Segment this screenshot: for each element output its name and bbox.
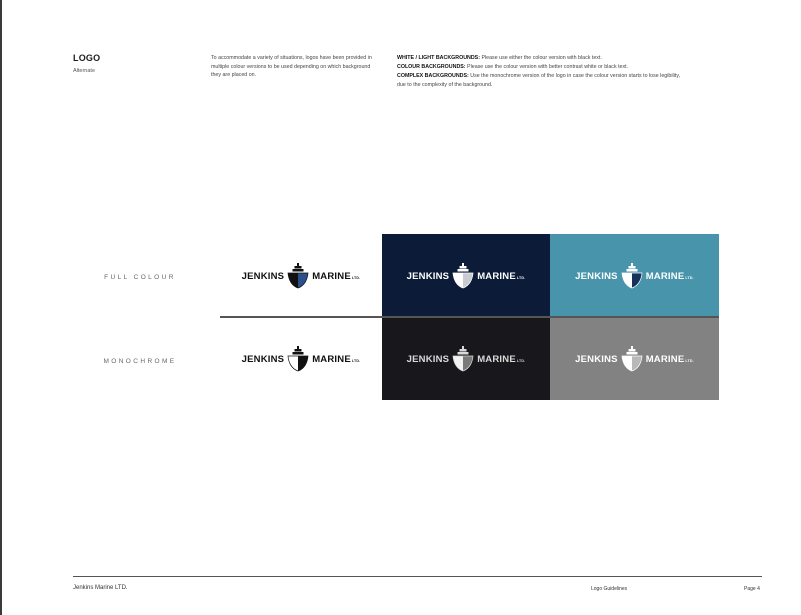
- logo-wordmark-left: JENKINS: [406, 353, 450, 365]
- monochrome-label: MONOCHROME: [103, 358, 177, 365]
- logo-wordmark-right: MARINE: [477, 270, 516, 282]
- company-logo: [242, 346, 361, 372]
- note-complex-label: COMPLEX BACKGROUNDS:: [397, 73, 469, 79]
- footer-company: Jenkins Marine LTD.: [73, 585, 128, 591]
- footer-divider: [73, 576, 762, 577]
- company-logo: [242, 263, 361, 289]
- logo-tile: [382, 234, 550, 318]
- logo-wordmark-right: MARINE: [645, 270, 685, 282]
- logo-wordmark-left: JENKINS: [575, 353, 618, 365]
- logo-suffix: LTD.: [351, 358, 361, 363]
- ship-icon: [287, 263, 309, 289]
- company-logo: [407, 263, 526, 289]
- logo-wordmark-left: JENKINS: [575, 270, 618, 282]
- page-left-border: [0, 0, 2, 615]
- intro-paragraph: To accommodate a variety of situations, logos have been provided in multiple colour versions to be used depending on which background they are placed on.: [211, 55, 372, 78]
- note-colour-label: COLOUR BACKGROUNDS:: [397, 64, 466, 70]
- logo-wordmark-left: JENKINS: [406, 270, 450, 282]
- note-light-text: Please use either the colour version with black text.: [479, 55, 602, 61]
- logo-suffix: LTD.: [516, 275, 526, 280]
- page-subtitle: Alternate: [73, 68, 96, 74]
- logo-tile: [550, 318, 719, 400]
- logo-tile: [220, 234, 382, 318]
- logo-suffix: LTD.: [351, 275, 361, 280]
- logo-wordmark-right: MARINE: [645, 353, 685, 365]
- logo-tile: [550, 234, 719, 318]
- logo-suffix: LTD.: [516, 358, 526, 363]
- ship-icon: [452, 263, 474, 289]
- note-colour: [397, 63, 687, 72]
- ship-icon: [621, 346, 643, 372]
- logo-suffix: LTD.: [685, 275, 694, 280]
- note-complex: [397, 72, 687, 90]
- company-logo: [575, 346, 694, 372]
- logo-wordmark-left: JENKINS: [241, 353, 285, 365]
- note-light: [397, 54, 687, 63]
- company-logo: [407, 346, 526, 372]
- logo-wordmark-right: MARINE: [477, 353, 516, 365]
- usage-notes: [397, 54, 687, 90]
- note-complex-text: Use the monochrome version of the logo in case the colour version starts to lose legibility, due to the complexity of the background.: [397, 73, 681, 88]
- logo-wordmark-right: MARINE: [312, 353, 351, 365]
- full-colour-label: FULL COLOUR: [104, 274, 176, 281]
- logo-wordmark-left: JENKINS: [241, 270, 285, 282]
- company-logo: [575, 263, 694, 289]
- ship-icon: [621, 263, 643, 289]
- logo-tile: [382, 318, 550, 400]
- logo-tile: [220, 318, 382, 400]
- note-colour-text: Please use the colour version with better contrast white or black text.: [465, 64, 629, 70]
- footer-page-number: Page 4: [744, 586, 760, 592]
- row-divider: [220, 316, 719, 318]
- footer-section: Logo Guidelines: [591, 586, 628, 592]
- logo-suffix: LTD.: [685, 358, 694, 363]
- ship-icon: [287, 346, 309, 372]
- logo-wordmark-right: MARINE: [312, 270, 351, 282]
- note-light-label: WHITE / LIGHT BACKGROUNDS:: [397, 55, 480, 61]
- ship-icon: [452, 346, 474, 372]
- page-title: LOGO: [73, 53, 101, 63]
